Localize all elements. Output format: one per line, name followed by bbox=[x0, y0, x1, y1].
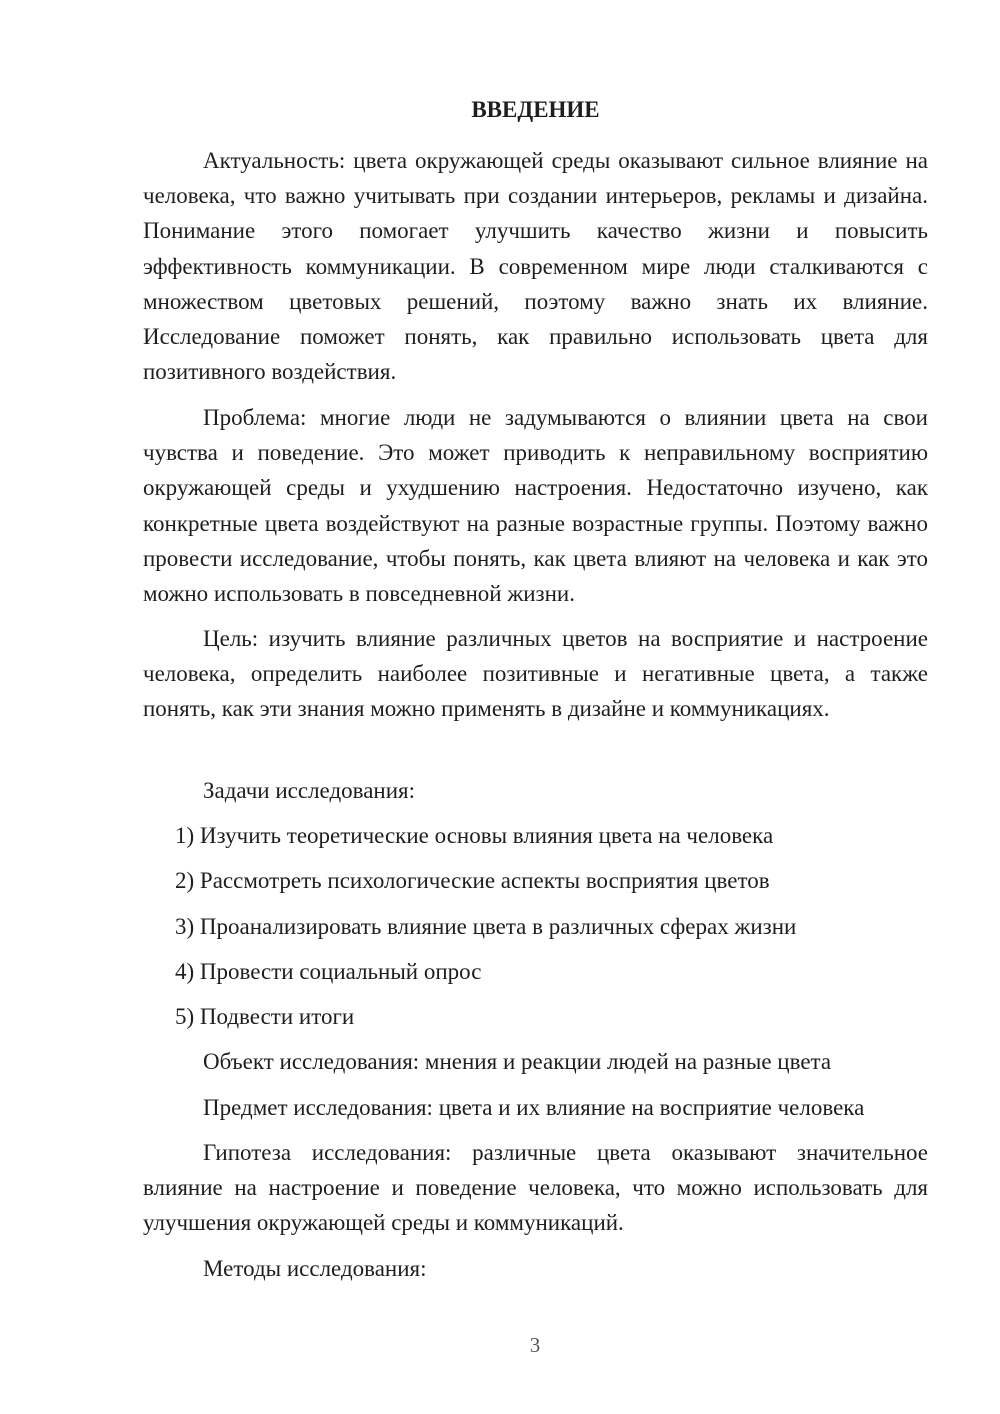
list-item: 4) Провести социальный опрос bbox=[175, 959, 482, 984]
page-number: 3 bbox=[529, 1333, 541, 1357]
problem-paragraph: Проблема: многие люди не задумываются о влиянии цвета на свои чувства и поведение. Это может приводить к неправильному восприятию окружающей среды и ухудшению настроения. Недостаточно изучено, как конкретные цвета воздействуют на разные возрастные группы. Поэтому важно провести исследование, чтобы понять, как цвета влияют на человека и как это можно использовать в повседневной жизни. bbox=[143, 405, 928, 607]
page-title: ВВЕДЕНИЕ bbox=[471, 97, 600, 122]
object-line: Объект исследования: мнения и реакции людей на разные цвета bbox=[203, 1049, 832, 1074]
list-item: 5) Подвести итоги bbox=[175, 1004, 355, 1029]
list-item: 3) Проанализировать влияние цвета в различных сферах жизни bbox=[175, 914, 797, 939]
list-item: 1) Изучить теоретические основы влияния цвета на человека bbox=[175, 823, 774, 848]
methods-heading: Методы исследования: bbox=[203, 1256, 427, 1281]
tasks-heading: Задачи исследования: bbox=[203, 778, 416, 803]
goal-paragraph: Цель: изучить влияние различных цветов на восприятие и настроение человека, определить наиболее позитивные и негативные цвета, а также понять, как эти знания можно применять в дизайне и коммуникациях. bbox=[143, 626, 928, 722]
list-item: 2) Рассмотреть психологические аспекты восприятия цветов bbox=[175, 868, 770, 893]
relevance-paragraph: Актуальность: цвета окружающей среды оказывают сильное влияние на человека, что важно учитывать при создании интерьеров, рекламы и дизайна. Понимание этого помогает улучшить качество жизни и повысить эффективность коммуникации. В современном мире люди сталкиваются с множеством цветовых решений, поэтому важно знать их влияние. Исследование поможет понять, как правильно использовать цвета для позитивного воздействия. bbox=[143, 148, 928, 385]
subject-line: Предмет исследования: цвета и их влияние на восприятие человека bbox=[203, 1095, 865, 1120]
hypothesis-paragraph: Гипотеза исследования: различные цвета оказывают значительное влияние на настроение и поведение человека, что можно использовать для улучшения окружающей среды и коммуникаций. bbox=[143, 1140, 928, 1236]
